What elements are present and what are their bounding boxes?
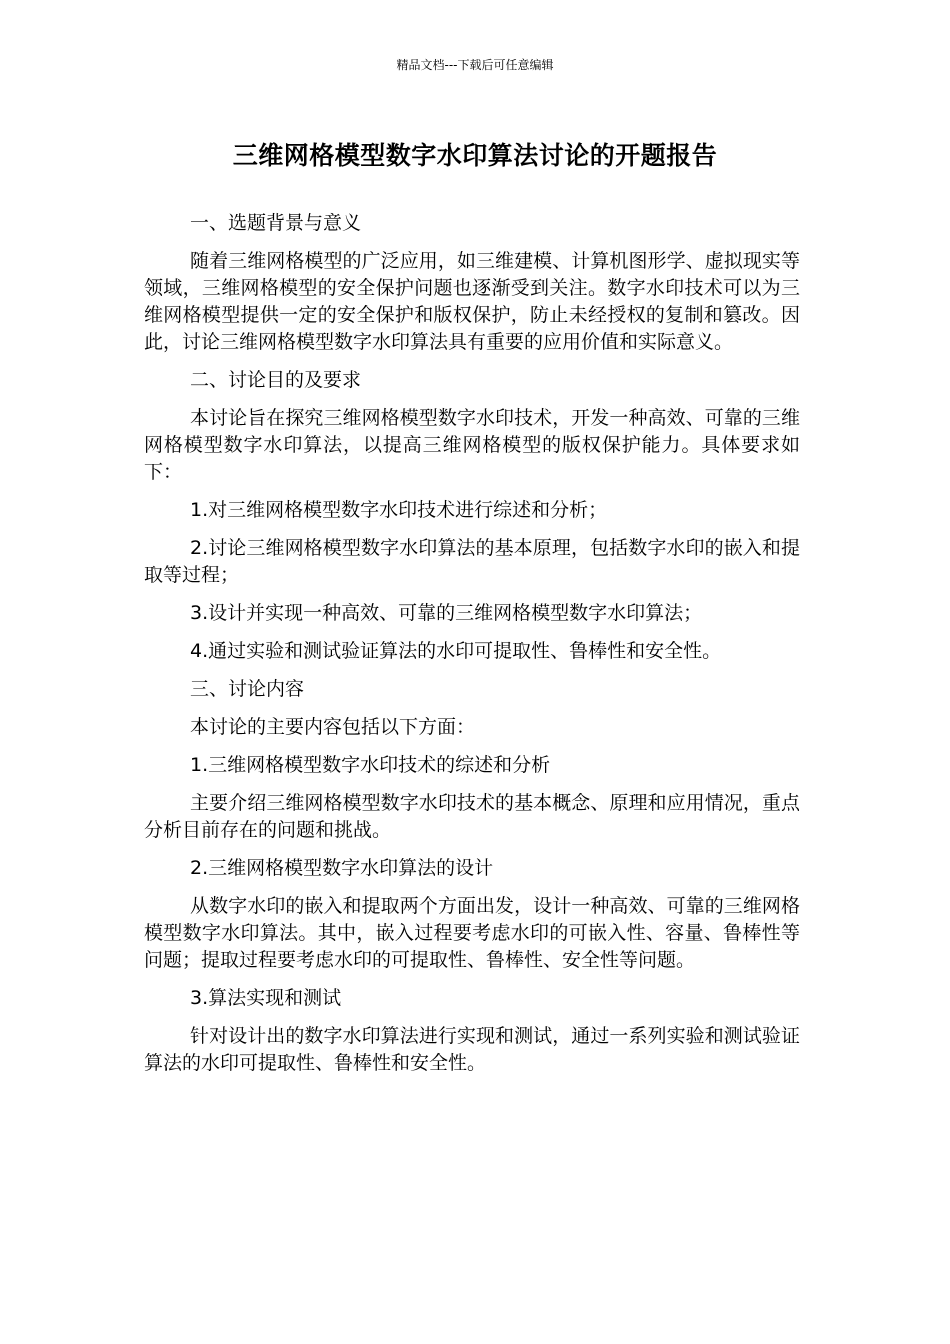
section-heading-content: 三、讨论内容	[190, 678, 305, 700]
content-paragraph-3: 针对设计出的数字水印算法进行实现和测试，通过一系列实验和测试验证算法的水印可提取性、鲁棒性和安全性。	[144, 1025, 800, 1074]
requirement-item-3: 3.设计并实现一种高效、可靠的三维网格模型数字水印算法；	[190, 602, 703, 624]
section-heading-background: 一、选题背景与意义	[190, 212, 362, 234]
page-header: 精品文档---下载后可任意编辑	[396, 58, 554, 72]
requirement-item-2: 2.讨论三维网格模型数字水印算法的基本原理，包括数字水印的嵌入和提取等过程；	[144, 537, 800, 586]
content-subheading-1: 1.三维网格模型数字水印技术的综述和分析	[190, 754, 551, 776]
paragraph-purpose: 本讨论旨在探究三维网格模型数字水印技术，开发一种高效、可靠的三维网格模型数字水印算法，以提高三维网格模型的版权保护能力。具体要求如下：	[144, 407, 800, 483]
content-paragraph-2: 从数字水印的嵌入和提取两个方面出发，设计一种高效、可靠的三维网格模型数字水印算法。其中，嵌入过程要考虑水印的可嵌入性、容量、鲁棒性等问题；提取过程要考虑水印的可提取性、鲁棒性、安全性等问题。	[144, 895, 800, 971]
paragraph-content-intro: 本讨论的主要内容包括以下方面：	[190, 716, 476, 738]
content-subheading-3: 3.算法实现和测试	[190, 987, 342, 1009]
paragraph-background: 随着三维网格模型的广泛应用，如三维建模、计算机图形学、虚拟现实等领域，三维网格模型的安全保护问题也逐渐受到关注。数字水印技术可以为三维网格模型提供一定的安全保护和版权保护，防止未经授权的复制和篡改。因此，讨论三维网格模型数字水印算法具有重要的应用价值和实际意义。	[144, 250, 800, 353]
content-paragraph-1: 主要介绍三维网格模型数字水印技术的基本概念、原理和应用情况，重点分析目前存在的问题和挑战。	[144, 792, 800, 841]
document-title: 三维网格模型数字水印算法讨论的开题报告	[232, 141, 718, 170]
content-subheading-2: 2.三维网格模型数字水印算法的设计	[190, 857, 494, 879]
document-body	[144, 210, 800, 1088]
requirement-item-4: 4.通过实验和测试验证算法的水印可提取性、鲁棒性和安全性。	[190, 640, 722, 662]
requirement-item-1: 1.对三维网格模型数字水印技术进行综述和分析；	[190, 499, 608, 521]
section-heading-purpose: 二、讨论目的及要求	[190, 369, 362, 391]
